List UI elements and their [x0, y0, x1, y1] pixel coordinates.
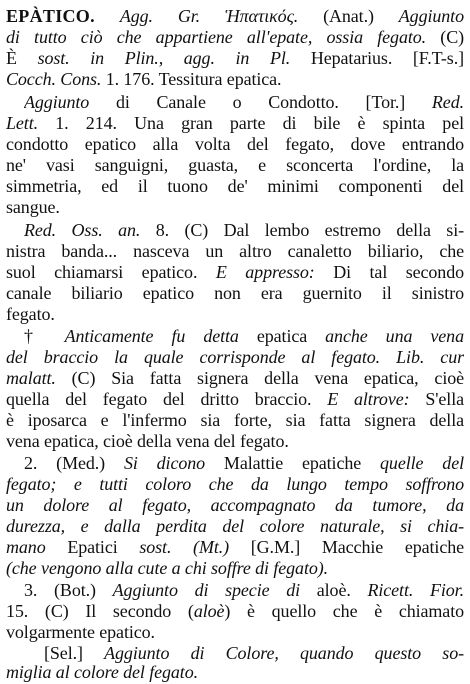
entry-line-9: [6, 176, 464, 196]
text: Aggiunto di Colore, quando questo so-: [104, 643, 464, 663]
entry-line-14: [6, 283, 464, 303]
entry-line-3: [6, 48, 464, 68]
entry-line-2: [6, 27, 464, 47]
text: Aggiunto di specie di: [112, 580, 317, 600]
entry-line-5: [24, 92, 464, 112]
text: ) è quello che è chiamato: [224, 601, 464, 621]
text: (C) Sia fatta signera della vena epatica, cioè: [71, 368, 464, 388]
text: suol chiamarsi epatico.: [6, 262, 216, 282]
text: 8. (C) Dal lembo estremo della si-: [155, 220, 464, 240]
text: 1. 214. Una gran parte di bile è spinta pel: [55, 113, 464, 133]
text: del braccio la quale corrisponde al fegato. Lib. cur: [6, 347, 464, 367]
text: 15. (C) Il secondo (: [6, 601, 194, 621]
text: Lett.: [6, 113, 56, 133]
text: nistra banda... nasceva un altro canaletto biliario, che: [6, 241, 464, 261]
text: Cocch. Cons.: [6, 69, 106, 89]
text: E altrove:: [327, 389, 426, 409]
text: È: [6, 48, 38, 68]
dagger-mark: †: [24, 326, 65, 346]
entry-line-4: [6, 69, 464, 89]
text: miglia al colore del fegato.: [6, 662, 199, 682]
entry-line-15: [6, 304, 464, 324]
text: condotto epatico alla volta del fegato, dove entrando: [6, 134, 464, 154]
text: un dolore al fegato, accompagnato da tumore, da: [6, 495, 464, 515]
text: aloè.: [316, 580, 368, 600]
text: Red.: [431, 92, 464, 112]
entry-line-22: [24, 453, 464, 473]
text: Si dicono: [123, 453, 224, 473]
text: 2. (Med.): [24, 453, 124, 473]
text: sost. (Mt.): [139, 537, 251, 557]
text: canale biliario epatico non era guernito il sinistro: [6, 283, 464, 303]
text: E appresso:: [215, 262, 334, 282]
text: (Anat.): [323, 6, 399, 26]
headword: EPÀTICO.: [6, 6, 95, 26]
text: Anticamente fu detta: [64, 326, 257, 346]
text: Aggiunto: [24, 92, 116, 112]
text: Aggiunto: [398, 6, 464, 26]
entry-line-10: [6, 197, 464, 217]
entry-line-1: [6, 6, 464, 26]
text: [Sel.]: [44, 643, 105, 663]
entry-line-21: [6, 431, 464, 451]
entry-line-8: [6, 155, 464, 175]
text: durezza, e dalla perdita del colore naturale, si chia-: [6, 516, 464, 536]
text: vena epatica, cioè della vena del fegato.: [6, 431, 289, 451]
entry-line-26: [6, 537, 464, 557]
entry-line-20: [6, 410, 464, 430]
text: di Canale o Condotto. [Tor.]: [115, 92, 432, 112]
entry-line-19: [6, 389, 464, 409]
entry-line-23: [6, 474, 464, 494]
text: S'ella: [425, 389, 464, 409]
entry-line-28: [24, 580, 464, 600]
greek-word: Ἡπατικός.: [224, 6, 324, 26]
entry-line-18: [6, 368, 464, 388]
entry-line-17: [6, 347, 464, 367]
text: simmetria, ed il tuono de' minimi componenti del: [6, 176, 464, 196]
text: (che vengono alla cute a chi soffre di fegato).: [6, 558, 329, 578]
text: anche una vena: [325, 326, 464, 346]
text: sost. in Plin., agg. in Pl.: [37, 48, 311, 68]
text: epatica: [256, 326, 326, 346]
text: Ricett. Fior.: [367, 580, 464, 600]
entry-line-13: [6, 262, 464, 282]
entry-line-24: [6, 495, 464, 515]
text: malatt.: [6, 368, 72, 388]
entry-line-29: [6, 601, 464, 621]
text: 3. (Bot.): [24, 580, 113, 600]
text: è iposarca e l'infermo sia forte, sia fatta signera della: [6, 410, 464, 430]
text: Hepatarius. [F.T-s.]: [310, 48, 464, 68]
text: Agg. Gr.: [119, 6, 225, 26]
text: di tutto ciò che appartiene all'epate, ossia fegato.: [6, 27, 441, 47]
text: quella del fegato del dritto braccio.: [6, 389, 328, 409]
entry-line-32: [6, 662, 464, 682]
text: Di tal secondo: [333, 262, 464, 282]
text: Red. Oss. an.: [24, 220, 156, 240]
entry-line-11: [24, 220, 464, 240]
entry-line-6: [6, 113, 464, 133]
text: 1. 176. Tessitura epatica.: [105, 69, 282, 89]
text: aloè: [193, 601, 225, 621]
text: Malattie epatiche: [223, 453, 381, 473]
entry-line-7: [6, 134, 464, 154]
text: ne' vasi sanguigni, guasta, e sconcerta l'ordine, la: [6, 155, 464, 175]
text: (C): [440, 27, 464, 47]
text: quelle del: [380, 453, 464, 473]
text: Epatici: [67, 537, 140, 557]
entry-line-31: [44, 643, 464, 663]
text: [G.M.] Macchie epatiche: [250, 537, 464, 557]
text: sangue.: [6, 197, 60, 217]
entry-line-25: [6, 516, 464, 536]
text: volgarmente epatico.: [6, 622, 155, 642]
text: mano: [6, 537, 68, 557]
entry-line-30: [6, 622, 464, 642]
entry-line-16: [24, 326, 464, 346]
entry-line-12: [6, 241, 464, 261]
text: fegato; e tutti coloro che da lungo tempo soffrono: [6, 474, 464, 494]
entry-line-27: [6, 558, 464, 578]
text: fegato.: [6, 304, 55, 324]
